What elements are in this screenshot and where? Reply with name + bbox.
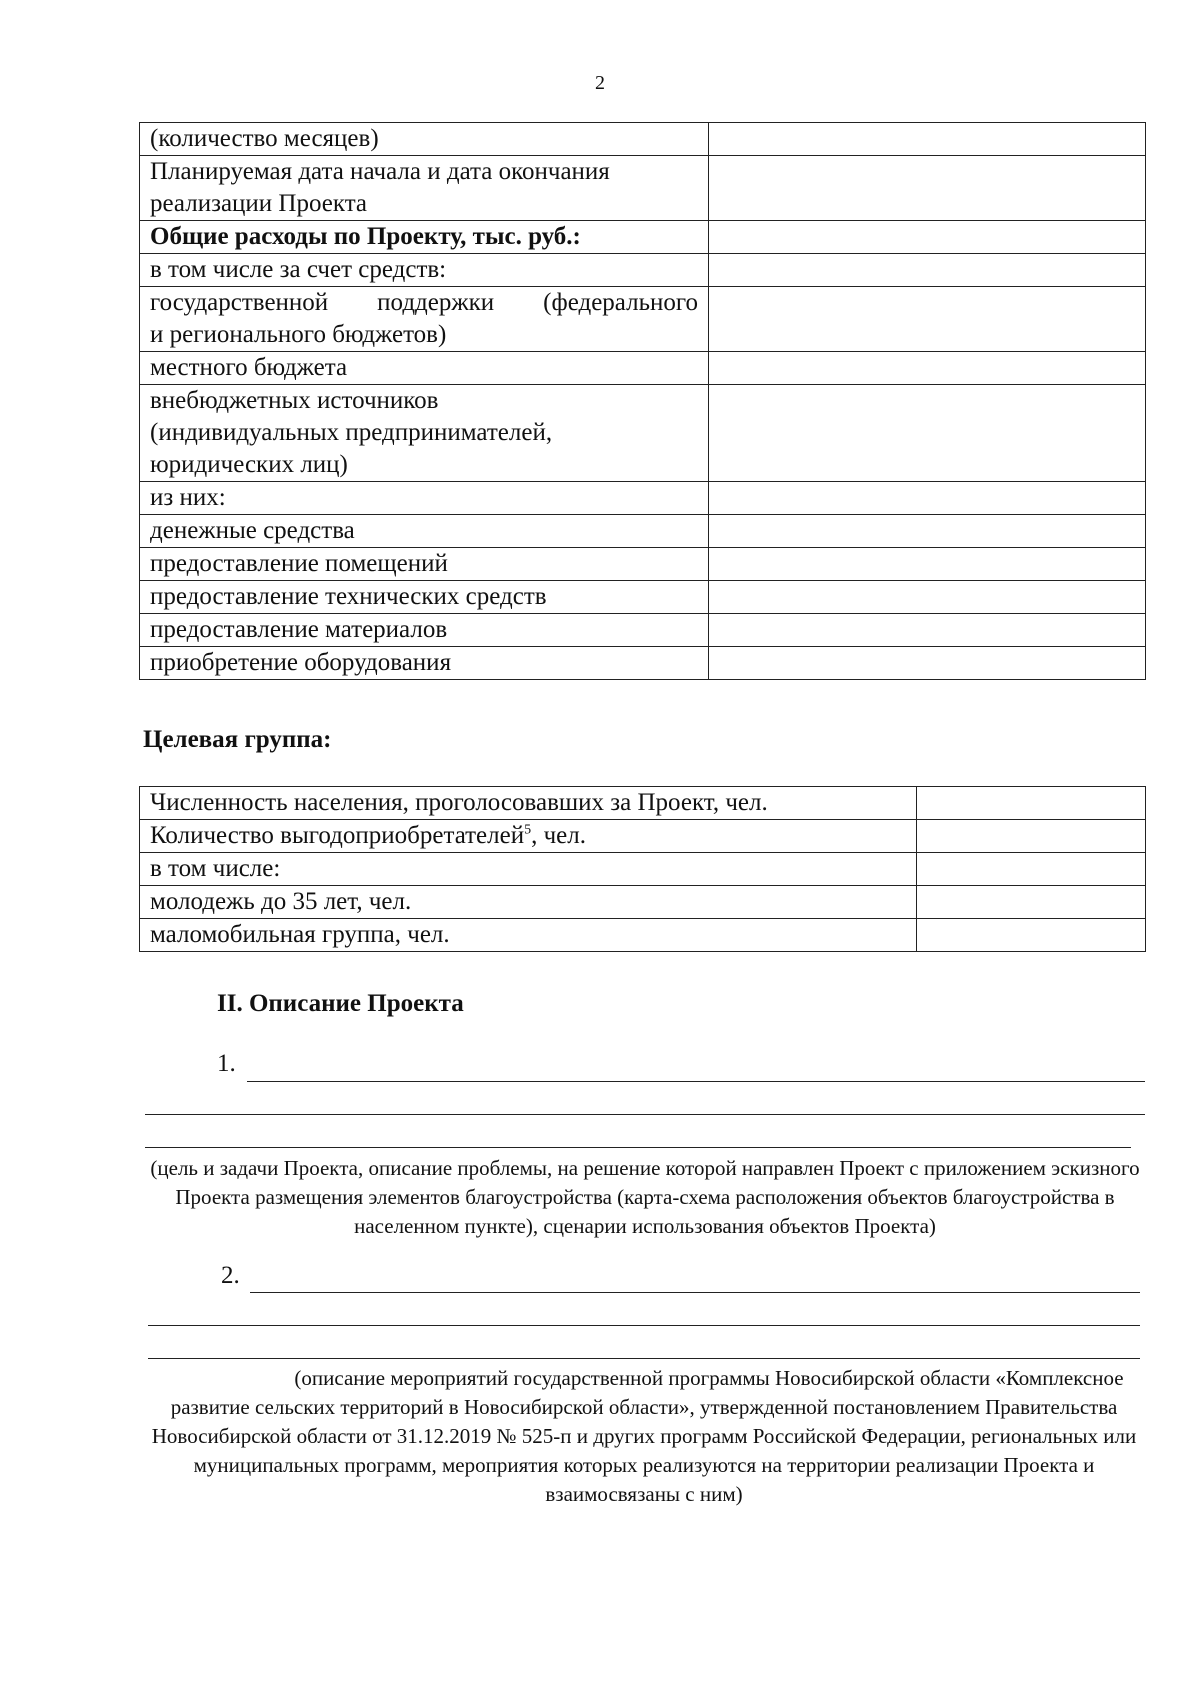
row-label: молодежь до 35 лет, чел. <box>140 886 917 919</box>
page-number: 2 <box>595 72 605 94</box>
item-2-fill-line[interactable] <box>250 1292 1140 1293</box>
row-value[interactable] <box>709 482 1146 515</box>
table-row <box>140 482 1146 515</box>
row-label: Численность населения, проголосовавших за Проект, чел. <box>140 787 917 820</box>
row-label <box>140 820 917 853</box>
row-label: внебюджетных источников (индивидуальных предпринимателей, юридических лиц) <box>140 385 709 482</box>
table-row <box>140 123 1146 156</box>
project-budget-table <box>139 122 1146 680</box>
row-label: из них: <box>140 482 709 515</box>
row-value[interactable] <box>917 820 1146 853</box>
row-value[interactable] <box>917 919 1146 952</box>
row-label: денежные средства <box>140 515 709 548</box>
row-value[interactable] <box>709 123 1146 156</box>
row-value[interactable] <box>709 156 1146 221</box>
table-row <box>140 647 1146 680</box>
beneficiaries-label-suffix: , чел. <box>531 822 587 849</box>
item-1-number: 1. <box>217 1050 236 1077</box>
row-label: предоставление материалов <box>140 614 709 647</box>
table-row <box>140 254 1146 287</box>
row-value[interactable] <box>709 352 1146 385</box>
row-label: местного бюджета <box>140 352 709 385</box>
table-row <box>140 614 1146 647</box>
row-value[interactable] <box>709 254 1146 287</box>
row-label: предоставление технических средств <box>140 581 709 614</box>
footnote-marker: 5 <box>524 822 532 838</box>
table-row <box>140 515 1146 548</box>
row-label: Планируемая дата начала и дата окончания реализации Проекта <box>140 156 709 221</box>
beneficiaries-label: Количество выгодоприобретателей <box>150 822 525 849</box>
row-value[interactable] <box>709 385 1146 482</box>
table-row <box>140 287 1146 352</box>
table-row <box>140 352 1146 385</box>
row-label-total-expenses: Общие расходы по Проекту, тыс. руб.: <box>140 221 709 254</box>
item-2-fill-line[interactable] <box>148 1358 1140 1359</box>
row-value[interactable] <box>917 853 1146 886</box>
row-label: в том числе за счет средств: <box>140 254 709 287</box>
target-group-heading: Целевая группа: <box>143 726 332 753</box>
row-label: приобретение оборудования <box>140 647 709 680</box>
table-row <box>140 385 1146 482</box>
target-group-table <box>139 786 1146 952</box>
table-row <box>140 919 1146 952</box>
item-1-fill-line[interactable] <box>145 1114 1145 1115</box>
item-1-caption: (цель и задачи Проекта, описание проблемы, на решение которой направлен Проект с приложением эскизного Проекта размещения элементов благоустройства (карта-схема расположения объектов благоустройства в населенном пункте), сценарии использования объектов Проекта) <box>150 1156 1140 1238</box>
item-2-number: 2. <box>221 1262 240 1289</box>
table-row <box>140 787 1146 820</box>
section-heading: II. Описание Проекта <box>217 990 464 1017</box>
table-row <box>140 886 1146 919</box>
table-row <box>140 820 1146 853</box>
item-2-fill-line[interactable] <box>148 1325 1140 1326</box>
row-value[interactable] <box>917 886 1146 919</box>
table-row <box>140 156 1146 221</box>
row-value[interactable] <box>709 548 1146 581</box>
table-row <box>140 548 1146 581</box>
row-value[interactable] <box>709 515 1146 548</box>
row-label: (количество месяцев) <box>140 123 709 156</box>
row-value[interactable] <box>709 221 1146 254</box>
row-label: маломобильная группа, чел. <box>140 919 917 952</box>
item-1-fill-line[interactable] <box>247 1081 1145 1082</box>
row-value[interactable] <box>709 581 1146 614</box>
table-row <box>140 853 1146 886</box>
row-value[interactable] <box>709 647 1146 680</box>
row-label: предоставление помещений <box>140 548 709 581</box>
table-row <box>140 581 1146 614</box>
row-label: государственной поддержки (федерального и регионального бюджетов) <box>140 287 709 352</box>
item-2-caption: (описание мероприятий государственной программы Новосибирской области «Комплексное развитие сельских территорий в Новосибирской области», утвержденной постановлением Правительства Новосибирской области от 31.12.2019 № 525-п и других программ Российской Федерации, региональных или муниципальных программ, мероприятия которых реализуются на территории реализации Проекта и взаимосвязаны с ним) <box>151 1366 1137 1506</box>
row-value[interactable] <box>709 614 1146 647</box>
row-value[interactable] <box>709 287 1146 352</box>
table-row <box>140 221 1146 254</box>
row-value[interactable] <box>917 787 1146 820</box>
item-1-fill-line[interactable] <box>145 1147 1131 1148</box>
row-label: в том числе: <box>140 853 917 886</box>
